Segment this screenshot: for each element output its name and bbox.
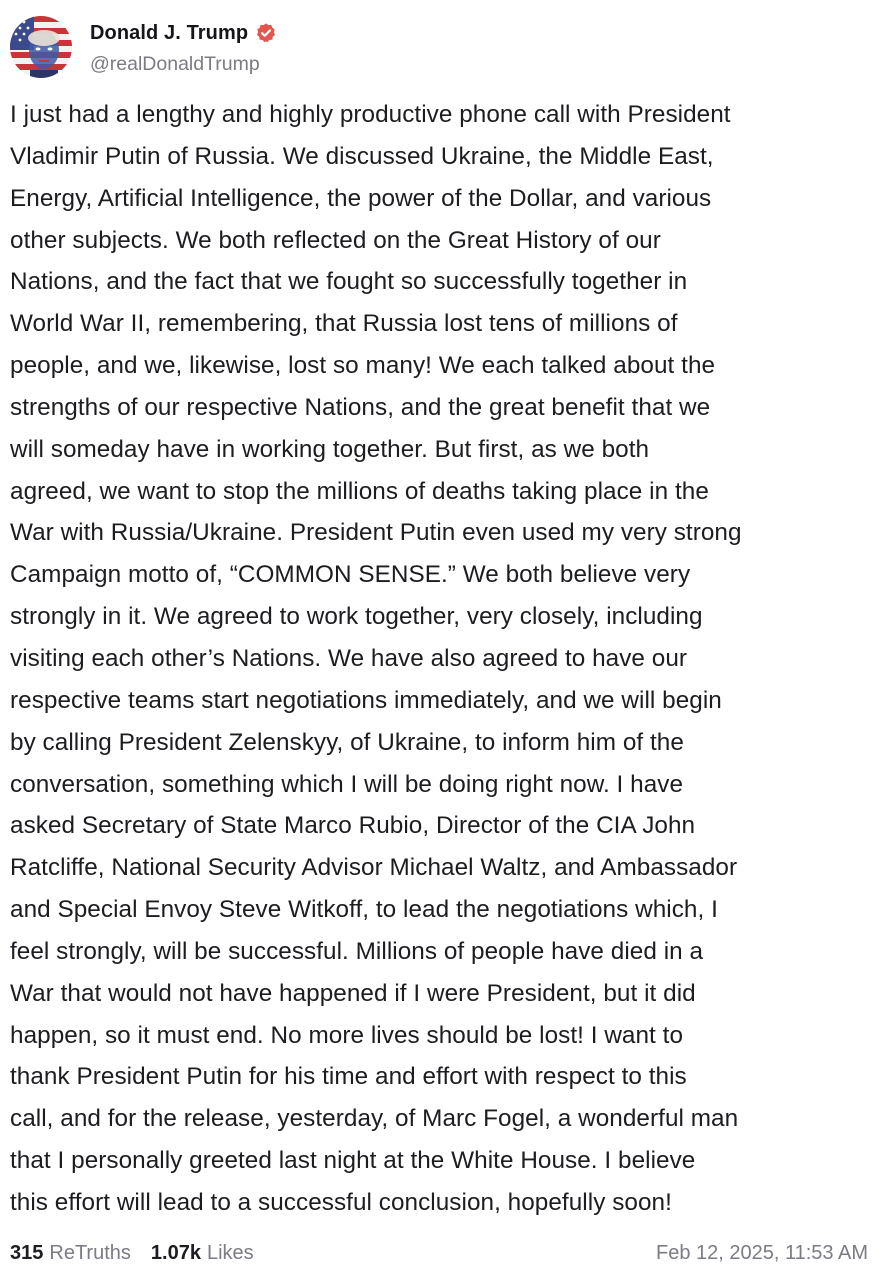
likes-label: Likes: [206, 1241, 254, 1264]
retruths-stat[interactable]: [10, 1242, 131, 1265]
likes-stat[interactable]: [151, 1242, 254, 1265]
author-name-row: [90, 18, 277, 48]
avatar[interactable]: [10, 16, 72, 78]
post-header: [10, 16, 277, 80]
post-footer: [10, 1238, 868, 1268]
retruths-count: 315: [10, 1241, 44, 1264]
retruths-label: ReTruths: [49, 1241, 131, 1264]
author-display-name[interactable]: Donald J. Trump: [90, 21, 249, 44]
post-timestamp[interactable]: Feb 12, 2025, 11:53 AM: [655, 1241, 868, 1264]
verified-badge-icon: [255, 22, 277, 44]
author-handle[interactable]: @realDonaldTrump: [90, 53, 260, 75]
flag-portrait-avatar-icon: [10, 16, 72, 78]
author-info: [90, 16, 277, 76]
likes-count: 1.07k: [150, 1241, 201, 1264]
post-text: I just had a lengthy and highly productive phone call with President Vladimir Putin of Russia. We discussed Ukraine, the Middle East, Energy, Artificial Intelligence, the power of the Dollar, and various other subjects. We both reflected on the Great History of our Nations, and the fact that we fought so successfully together in World War II, remembering, that Russia lost tens of millions of people, and we, likewise, lost so many! We each talked about the strengths of our respective Nations, and the great benefit that we will someday have in working together. But first, as we both agreed, we want to stop the millions of deaths taking place in the War with Russia/Ukraine. President Putin even used my very strong Campaign motto of, “COMMON SENSE.” We both believe very strongly in it. We agreed to work together, very closely, including visiting each other’s Nations. We have also agreed to have our respective teams start negotiations immediately, and we will begin by calling President Zelenskyy, of Ukraine, to inform him of the conversation, something which I will be doing right now. I have asked Secretary of State Marco Rubio, Director of the CIA John Ratcliffe, National Security Advisor Michael Waltz, and Ambassador and Special Envoy Steve Witkoff, to lead the negotiations which, I feel strongly, will be successful. Millions of people have died in a War that would not have happened if I were President, but it did happen, so it must end. No more lives should be lost! I want to thank President Putin for his time and effort with respect to this call, and for the release, yesterday, of Marc Fogel, a wonderful man that I personally greeted last night at the White House. I believe this effort will lead to a successful conclusion, hopefully soon!: [10, 101, 742, 1216]
